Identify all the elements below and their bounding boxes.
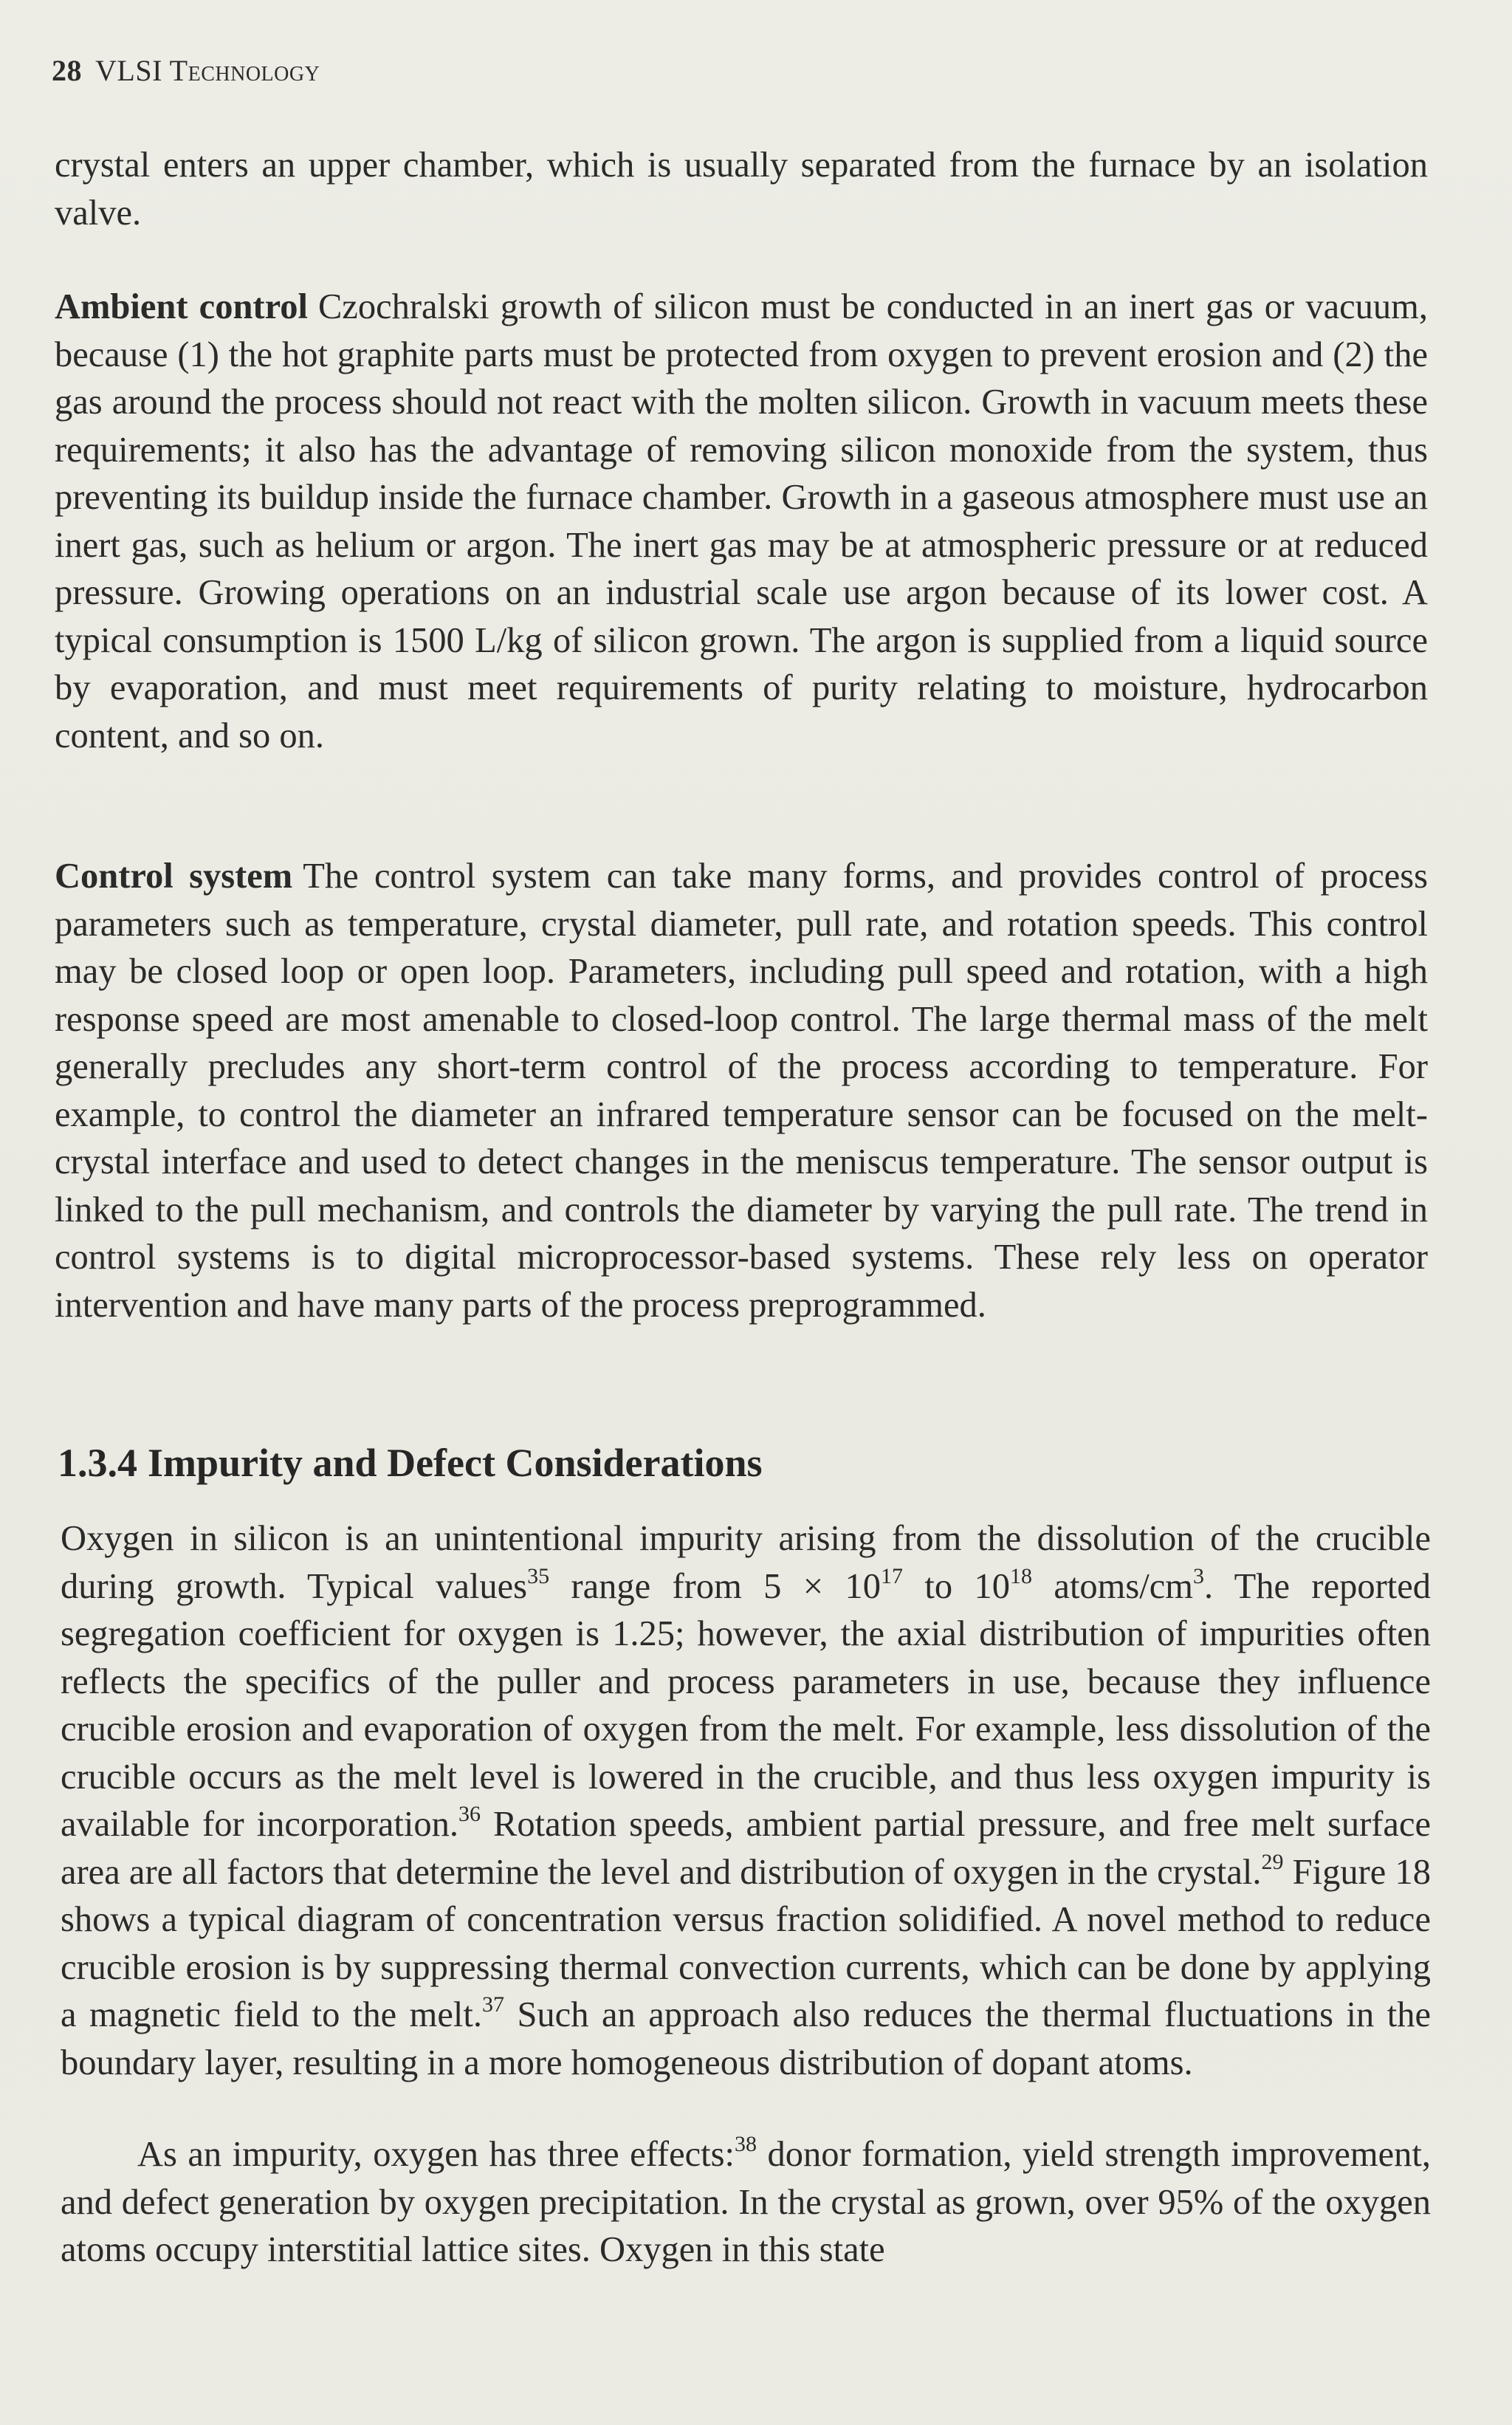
impurity-text-1: As an impurity, oxygen has three effects: [137,2135,735,2174]
exponent-18: 18 [1010,1563,1033,1588]
paragraph-impurity-effects [61,2131,1431,2274]
paragraph-continued [55,142,1428,237]
running-head-title: VLSI Technology [95,54,320,87]
oxygen-text-1: Oxygen in silicon is an unintentional impurity arising from the dissolution of the crucible during growth. Typical values [61,1519,1431,1606]
paragraph-ambient-control-text: Czochralski growth of silicon must be conducted in an inert gas or vacuum, because (1) the hot graphite parts must be protected from oxygen to prevent erosion and (2) the gas around the process should not react with the molten silicon. Growth in vacuum meets these requirements; it also has the advantage of removing silicon monoxide from the system, thus preventing its buildup inside the furnace chamber. Growth in a gaseous atmosphere must use an inert gas, such as helium or argon. The inert gas may be at atmospheric pressure or at reduced pressure. Growing operations on an industrial scale use argon because of its lower cost. A typical consumption is 1500 L/kg of silicon grown. The argon is supplied from a liquid source by evaporation, and must meet requirements of purity relating to moisture, hydrocarbon content, and so on. [55,287,1428,755]
oxygen-text-5: . The reported segregation coefficient for oxygen is 1.25; however, the axial distribution of impurities often reflects the specifics of the puller and process parameters in use, because they influence crucible erosion and evaporation of oxygen from the melt. For example, less dissolution of the crucible occurs as the melt level is lowered in the crucible, and thus less oxygen impurity is available for incorporation. [61,1566,1432,1844]
section-title: Impurity and Defect Considerations [148,1441,763,1485]
oxygen-text-6: Rotation speeds, ambient partial pressure, and free melt surface area are all factors that determine the level and distribution of oxygen in the crystal. [61,1805,1431,1892]
running-head [52,53,320,88]
oxygen-text-4: atoms/cm [1032,1566,1194,1606]
page-number: 28 [52,54,82,87]
reference-36: 36 [458,1802,481,1826]
paragraph-control-system [55,853,1428,1329]
reference-35: 35 [527,1563,550,1588]
reference-37: 37 [481,1992,504,2017]
oxygen-text-3: to 10 [903,1566,1011,1606]
exponent-17: 17 [881,1563,904,1588]
run-in-heading-ambient-control: Ambient control [55,287,308,326]
reference-38: 38 [734,2132,757,2156]
paragraph-control-system-text: The control system can take many forms, and provides control of process parameters such as temperature, crystal diameter, pull rate, and rotation speeds. This control may be closed loop or open loop. Parameters, including pull speed and rotation, with a high response speed are most amenable to closed-loop control. The large thermal mass of the melt generally precludes any short-term control of the process according to temperature. For example, to control the diameter an infrared temperature sensor can be focused on the melt-crystal interface and used to detect changes in the meniscus temperature. The sensor output is linked to the pull mechanism, and controls the diameter by varying the pull rate. The trend in control systems is to digital microprocessor-based systems. These rely less on operator intervention and have many parts of the process preprogrammed. [55,857,1428,1325]
run-in-heading-control-system: Control system [55,857,293,896]
impurity-text-2: donor formation, yield strength improvement, and defect generation by oxygen precipitation. In the crystal as grown, over 95% of the oxygen atoms occupy interstitial lattice sites. Oxygen in this state [61,2135,1431,2269]
exponent-3: 3 [1193,1563,1205,1588]
section-number: 1.3.4 [58,1441,137,1485]
reference-29: 29 [1261,1849,1284,1874]
section-heading [58,1440,763,1486]
oxygen-text-8: Such an approach also reduces the thermal fluctuations in the boundary layer, resulting in a more homogeneous distribution of dopant atoms. [61,1995,1431,2082]
paragraph-continued-text: crystal enters an upper chamber, which is usually separated from the furnace by an isolation valve. [55,145,1428,233]
paragraph-ambient-control [55,284,1428,760]
paragraph-oxygen [61,1515,1431,2087]
oxygen-text-2: range from 5 × 10 [549,1566,882,1606]
oxygen-text-7: Figure 18 shows a typical diagram of concentration versus fraction solidified. A novel method to reduce crucible erosion is by suppressing thermal convection currents, which can be done by applying a magnetic field to the melt. [61,1852,1431,2034]
